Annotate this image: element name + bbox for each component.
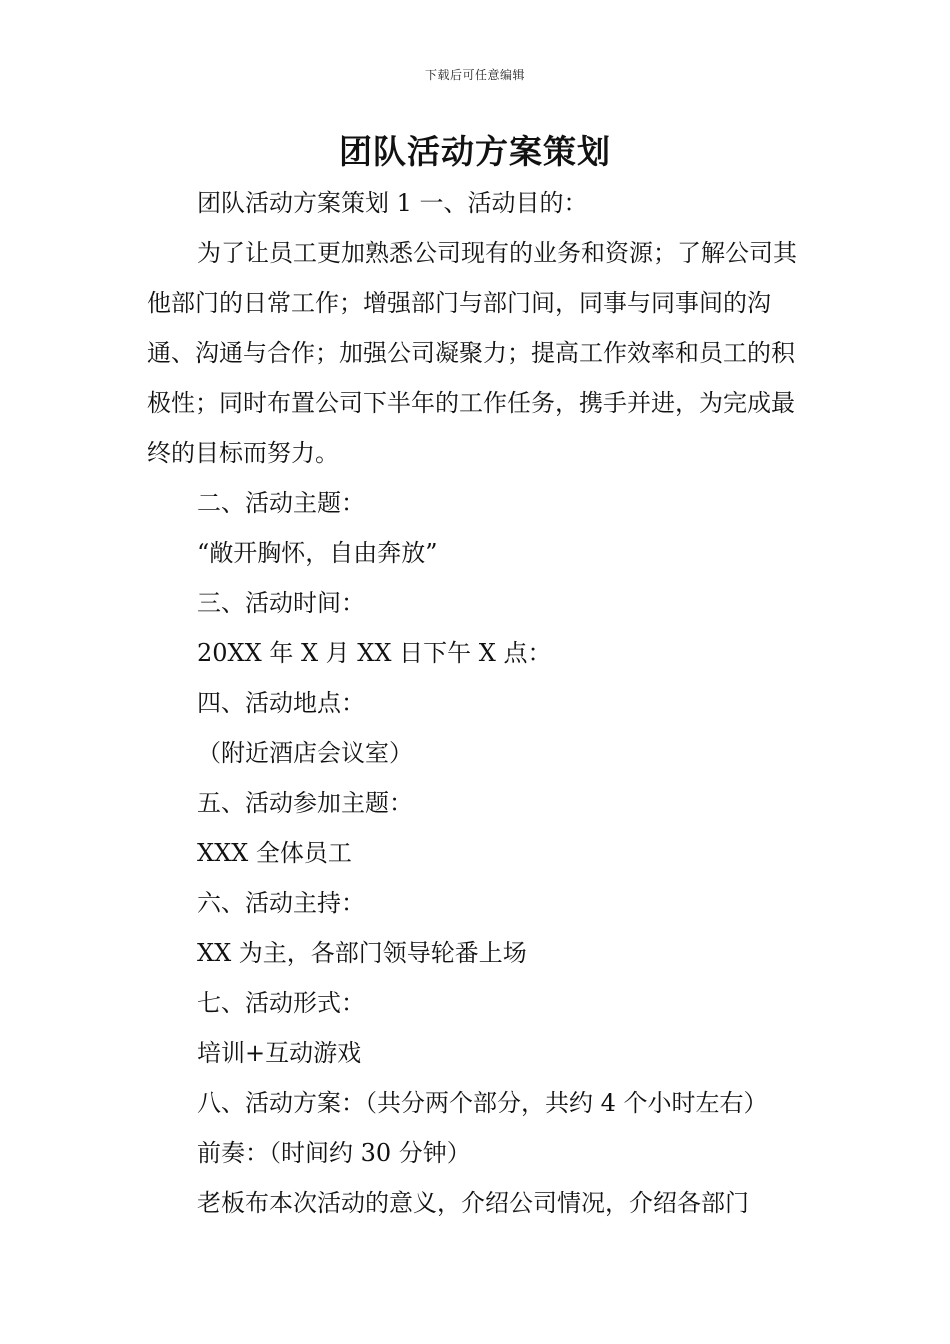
paragraph-participants: XXX 全体员工	[197, 839, 352, 867]
document-title: 团队活动方案策划	[339, 132, 611, 171]
paragraph-format: 培训+互动游戏	[197, 1039, 362, 1067]
paragraph-host: XX 为主，各部门领导轮番上场	[197, 939, 527, 967]
paragraph-time: 20XX 年 X 月 XX 日下午 X 点：	[197, 639, 552, 667]
section-heading-time: 三、活动时间：	[197, 589, 365, 617]
paragraph-purpose: 为了让员工更加熟悉公司现有的业务和资源；了解公司其他部门的日常工作；增强部门与部门间，同事与同事间的沟通、沟通与合作；加强公司凝聚力；提高工作效率和员工的积极性；同时布置公司下半年的工作任务，携手并进，为完成最终的目标而努力。	[147, 239, 797, 467]
header-note: 下载后可任意编辑	[424, 68, 525, 82]
document-body	[147, 178, 807, 1228]
section-heading-theme: 二、活动主题：	[197, 489, 365, 517]
paragraph-prelude-detail: 老板布本次活动的意义，介绍公司情况，介绍各部门	[197, 1189, 749, 1217]
paragraph-intro: 团队活动方案策划 1 一、活动目的：	[197, 189, 588, 217]
paragraph-prelude: 前奏：（时间约 30 分钟）	[197, 1139, 471, 1167]
section-heading-plan: 八、活动方案：（共分两个部分，共约 4 个小时左右）	[197, 1089, 768, 1117]
paragraph-theme: “敞开胸怀，自由奔放”	[197, 539, 438, 567]
section-heading-participants: 五、活动参加主题：	[197, 789, 413, 817]
section-heading-format: 七、活动形式：	[197, 989, 365, 1017]
paragraph-location: （附近酒店会议室）	[197, 739, 413, 767]
section-heading-host: 六、活动主持：	[197, 889, 365, 917]
section-heading-location: 四、活动地点：	[197, 689, 365, 717]
